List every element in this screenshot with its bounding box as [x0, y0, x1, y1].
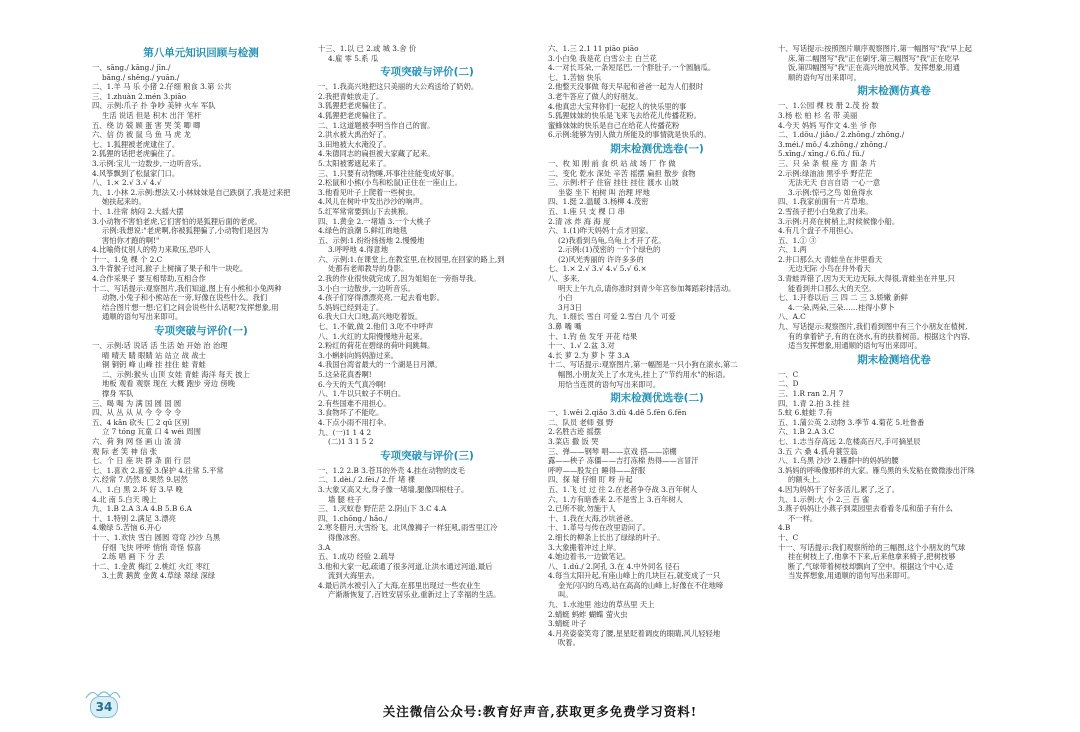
section-heading: 期末检测优选卷(二): [610, 392, 704, 405]
answer-line: 四、1.chōng./ hǎo./: [318, 513, 388, 523]
answer-line: 2.清 冰 炸 海 海 度: [548, 216, 611, 226]
answer-line: 2.示例:绿油油 黑乎乎 野茫茫: [778, 168, 873, 178]
answer-line: 四、探 疑 仔细 盯 呀 升起: [548, 475, 633, 485]
answer-line: 七、个 日 座 块 群 条 面 行 层: [92, 456, 191, 466]
answer-line: 金光闪闪的乌鸡,站在高高的山峰上,好像在不住地啼: [558, 580, 724, 590]
answer-line: 6.今天的天气真冷啊!: [318, 379, 387, 389]
answer-line: 七、1.喜欢 2.喜爱 3.保护 4.往常 5.平常: [92, 465, 224, 475]
answer-line: 幅图,小朋友关上了水龙头,挂上了"节约用水"的标语。: [558, 370, 730, 379]
page-number: 34: [90, 696, 118, 718]
answer-line: 5.蚊 6.蛙蛙 7.有: [778, 408, 833, 418]
answer-line: 三、只 朵 条 根 座 方 面 条 片: [778, 158, 877, 168]
answer-line: 三、1.R ran 2.月 7: [778, 389, 844, 398]
answer-line: 八、1.白 黑 2.坏 好 3.早 晚: [92, 484, 183, 494]
answer-line: 八、多来,: [548, 274, 580, 284]
answer-line: 十、1.特别 2.满足 3.漂亮: [92, 513, 176, 523]
column-2: [318, 44, 536, 684]
answer-line: 一、C: [778, 369, 799, 379]
answer-line: 十、1.往常 纳闷 2.大摇大摆: [92, 206, 184, 216]
answer-line: 3.牛背猴子过河,猴子上树摘了果子和牛一块吃。: [92, 264, 248, 274]
answer-line: 示例:我想说:"老虎啊,你被狐狸骗了,小动物们是因为: [102, 226, 269, 236]
answer-line: 十三、1.以 已 2.或 城 3.舍 价: [318, 44, 417, 53]
answer-line: 观 际 老 笑 神 信 张: [92, 446, 157, 456]
answer-line: 2.松鼠和小熊(小鸟和松鼠)正住在一座山上。: [318, 178, 462, 188]
answer-line: 十、1.革号与传在改里语问了。: [548, 523, 650, 533]
answer-line: 七、1.狐狸被老虎逮住了。: [92, 139, 180, 149]
answer-line: 3.老牛答应了做人的好朋友。: [548, 91, 643, 101]
column-3: [548, 44, 766, 684]
answer-line: 3.小白一边散步,一边听音乐。: [318, 283, 415, 293]
answer-line: 二、1.dǒu./ jiǎo./ 2.zhōng./ zhǒng./: [778, 130, 905, 140]
answer-line: 通顺的语句写出来即可。: [102, 312, 183, 322]
answer-line: 4.一对长耳朵,一条短尾巴,一个胖肚子,一个圆脑瓜。: [548, 63, 716, 73]
answer-line: 九、1.B 2.A 3.A 4.B 5.B 6.A: [92, 504, 192, 514]
answer-line: 不一样。: [788, 513, 818, 523]
answer-line: 4.北 南 5.白天 晚上: [92, 494, 157, 504]
answer-line: 一、1.我高兴地把这只美丽的大公鸡送给了奶奶。: [318, 82, 479, 92]
answer-line: 二、队员 老师 强 野: [548, 417, 614, 427]
answer-line: 动物,小兔子和小熊站在一旁,好像在说些什么。我们: [102, 293, 268, 303]
answer-line: 3.A: [318, 542, 331, 552]
answer-line: 一、1.2 2.B 3.苍耳的外壳 4.挂在动物的皮毛: [318, 465, 465, 475]
answer-line: 露——秧子 冻僵——吉打冻棉 热得——言冒汗: [548, 456, 699, 466]
answer-line: 2.有些国难不用担心。: [318, 398, 391, 408]
answer-line: 四、从 丛 从 从 今 令 令 令: [92, 408, 182, 418]
answer-line: 3.狐狸把老虎骗住了。: [318, 101, 391, 111]
answer-line: 3.小白兔 我是花 白雪公主 白兰花: [548, 53, 657, 63]
answer-line: 有的拿着铲子,有的在浇水,有的扶着树苗。根据这个内容,: [788, 331, 971, 341]
answer-line: 一、枚 知 刚 前 食 织 站 战 场 厂 作 做: [548, 158, 676, 168]
answer-line: 四、示例:爪子 扑 争吵 美钟 火车 军队: [92, 101, 216, 111]
answer-line: 挂在树枝上了,他拿不下来,后来他拿来椅子,把树枝够: [788, 552, 956, 562]
answer-line: 处都有老师教导的身影。: [328, 264, 409, 274]
answer-line: 4.风筝飘到了松鼠家门口。: [92, 168, 180, 178]
answer-line: 4.狐狸把老虎骗住了。: [318, 110, 391, 120]
answer-line: 2.狐狸的话把老虎骗住了。: [92, 149, 180, 159]
answer-line: 七、1.苦恼 快乐: [548, 72, 602, 82]
answer-line: 3.示例:宝儿一边数步,一边听音乐。: [92, 158, 206, 168]
answer-line: 3.小蝌蚪向妈妈游过来。: [318, 350, 398, 360]
answer-line: 3.菜店 撒 饭 哭: [548, 436, 599, 446]
answer-line: 十一、写话提示:我们观察所给的三幅图,这个小朋友的气球: [778, 542, 966, 552]
answer-line: 坐姿 坐下 柏树 叫 治理 坪地: [558, 187, 650, 197]
answer-line: 一、1.wěi 2.qiǎo 3.dǔ 4.dē 5.fēn 6.fēn: [548, 408, 687, 418]
answer-line: 六、1.(1)昨天妈妈十点才回家。: [548, 226, 653, 236]
answer-line: 四、1.黄金 2.一堵墙 3.一个大桃子: [318, 216, 432, 226]
answer-line: 3.示例:惊弓之鸟 如鱼得水: [788, 187, 873, 197]
answer-line: 六、示例:1.在课堂上,在教室里,在校园里,在回家的路上,到: [318, 254, 505, 264]
answer-line: 五、1.成功 经验 2.疏导: [318, 552, 395, 562]
answer-line: 4.她边着书,一边做笔记。: [548, 552, 631, 562]
answer-line: 七、1.志当存高远 2.危楼高百尺,手可摘星辰: [778, 436, 921, 446]
answer-line: 四、1.青 2.拍 3.挂 挂: [778, 398, 850, 408]
answer-line: 4.嫩绿 5.苦恼 6.开心: [92, 523, 162, 533]
answer-line: 十一、1.兔 棵 个 2.C: [92, 254, 163, 264]
answer-line: 铜 铜钥 峰 山峰 挂 挂住 蛙 青蛙: [102, 360, 206, 370]
answer-line: 2.他整天没事做 每天早起和爸爸一起为人们报时: [548, 82, 704, 92]
answer-line: 仔细 飞快 呼呼 悄悄 奇怪 惊喜: [102, 542, 202, 552]
answer-line: 蜜蜂妹妹的快乐是自己在给花人传播花粉: [548, 120, 680, 130]
answer-line: 适当发挥想象,用通顺的语句写出来即可。: [788, 341, 922, 351]
answer-line: 5.太阳被雾遮起来了。: [318, 158, 391, 168]
answer-line: 3.大象又高又大,身子像一堵墙,腿像四根柱子。: [318, 484, 469, 494]
answer-line: 3.土黄 鹅黄 金黄 4.草绿 翠绿 深绿: [102, 571, 216, 581]
answer-line: 2.细长的柳条上长出了绿绿的叶子。: [548, 532, 665, 542]
answer-line: 2.已所不欲,勿施于人: [548, 504, 616, 514]
section-heading: 期末检测优选卷(一): [610, 142, 704, 155]
answer-line: 她扶起来的。: [102, 197, 146, 207]
answer-line: 6.我大口大口地,高兴地吃着饭。: [318, 312, 423, 322]
answer-line: 四、1.我家前面有一片草地。: [778, 197, 873, 207]
answer-line: 撑身 军队: [102, 389, 134, 398]
answer-line: 五、1.① ③: [778, 235, 817, 245]
answer-line: 3.食物坏了不能吃。: [318, 408, 384, 418]
answer-line: 十二、写话提示:观察图片,第一幅图是一只小狗在滚水,第二: [548, 360, 738, 370]
answer-line: 4.一朵,两朵,三朵……桂得小萝卜: [788, 302, 895, 312]
answer-line: 十二、1.金黄 梅红 2.桃红 火红 枣红: [92, 561, 211, 571]
answer-line: 二、D: [778, 379, 799, 389]
answer-line: 3.示例:月亮在树梢上,时候候像小船。: [778, 216, 900, 226]
answer-line: 二、示例:猴头 山顶 女娃 青蛙 海洋 每天 披上: [102, 369, 250, 379]
answer-line: 4.绿色的浪潮 5.鲜红的地毯: [318, 226, 408, 236]
answer-key-page: [92, 44, 1012, 684]
answer-line: 3.妈妈的呼唤像那样的大家。雁鸟黑的头发粘在微微渗出汗珠: [778, 465, 975, 475]
answer-line: 2.名胜古迹 摇摆: [548, 427, 602, 437]
answer-line: 五、绕 访 兢 顾 蛋 害 哭 笑 唧 唧: [92, 120, 201, 130]
answer-line: 九、1.细长 雪白 可爱 2.雪白 几个 可爱: [548, 312, 676, 322]
answer-line: 2.寒冬腊月,大雪纷飞。北风像狮子一样狂吼,雨雪里江冷: [318, 523, 498, 533]
section-heading: 期末检测仿真卷: [857, 85, 931, 98]
answer-line: 叫。: [558, 590, 573, 600]
answer-line: 一、sāng./ kāng./ jīn./: [92, 63, 171, 72]
answer-line: 4.因为妈妈干了好多活儿,累了,乏了。: [778, 484, 900, 494]
answer-line: 九、1.示例:大 小 2.三 百 雀: [778, 494, 870, 504]
answer-line: 2.粉红的荷花在碧绿的荷叶间跳舞。: [318, 341, 435, 351]
answer-line: 3.青蛙弄错了,因为天无边无际,大得很,青蛙坐在井里,只: [778, 274, 955, 284]
answer-line: 三、1.zhuàn 2.mén 3.piāo: [92, 91, 187, 101]
answer-line: 3.蜻蜓 叶子: [548, 619, 587, 629]
answer-line: 九、写话提示:观察图片,我们看到图中有三个小朋友在植树,: [778, 322, 968, 332]
answer-line: 产渐渐恢复了,百姓安居乐业,重新过上了幸福的生活。: [328, 590, 501, 600]
answer-line: 得像冰窖。: [328, 532, 365, 542]
answer-line: 六.经常 7.仍然 8.果然 9.居然: [92, 475, 188, 485]
answer-line: 4.长 萝 2.为 萝卜 芽 3.A: [548, 350, 630, 360]
answer-line: 2.我的作业很快就完成了,因为姐姐在一旁指导我。: [318, 274, 481, 284]
answer-line: 明天上午九点,请你准时到青少年宫参加舞蹈彩排活动。: [558, 283, 736, 293]
answer-line: 十二、写话提示:观察图片,我们知道,图上有小熊和小兔两种: [92, 283, 282, 293]
answer-line: 4.比喻倚仗别人的势力来欺压,恐吓人: [92, 245, 211, 255]
answer-line: 九、(一)1 1 4 2: [318, 427, 372, 437]
answer-line: 十、C: [778, 532, 799, 542]
answer-line: 3.鼻 嘴 嘴: [548, 322, 582, 332]
section-heading: 第八单元知识回顾与检测: [143, 47, 259, 59]
answer-line: 十、1.钓 鱼 发牙 开花 结果: [548, 331, 638, 341]
answer-line: 4.最后洪水被引入了大海,在那里出现过一些农业生: [318, 580, 481, 590]
answer-line: 三、弹——钢琴 唱——京戏 搭——凉棚: [548, 446, 677, 456]
answer-line: 八、1.dú./ 2.阿孔 3.在 4.中外同名 径石: [548, 561, 680, 571]
answer-line: 结合图片想一想:它们之间会说些什么话呢?发挥想象,用: [102, 302, 279, 312]
answer-line: bāng./ shēng./ yuān./: [102, 72, 180, 82]
answer-line: 六、1.两: [778, 245, 807, 255]
answer-line: 七、1.× 2.√ 3.√ 4.√ 5.√ 6.×: [548, 264, 647, 274]
answer-line: 一、1.公园 棵 枝 册 2.茂 扮 数: [778, 101, 879, 111]
section-heading: 专项突破与评价(一): [154, 325, 248, 338]
answer-line: 五、示例:1.纷纷扬扬地 2.慢慢地: [318, 235, 425, 245]
answer-line: 3.他和大家一起,疏通了很多河道,让洪水通过河道,最后: [318, 561, 493, 571]
answer-line: 五、1.飞 过 过 往 2.在老者争夺战 3.百年树人: [548, 484, 698, 494]
answer-line: 十一、1.√ 2.盆 3.对: [548, 341, 615, 351]
answer-line: 六、荷 狗 网 怪 画 山 渣 清: [92, 436, 182, 446]
answer-line: 八、1.乌黑 沙沙 2.雁群中的妈妈的腰: [778, 456, 899, 466]
answer-line: 五、1.座 只 支 棵 口 串: [548, 206, 625, 216]
answer-line: 六、1.方有暗香来 2.不是雪上 3.百年树人: [548, 494, 683, 504]
answer-line: 的额头上。: [788, 475, 825, 485]
section-heading: 专项突破与评价(三): [380, 449, 474, 462]
answer-line: 2.井口那么大 青蛙坐在井里看天: [778, 254, 883, 264]
answer-line: 三、1.灭蚁卷 野茫茫 2.阴山下 3.C 4.A: [318, 504, 447, 514]
answer-line: 4.有几个盘子不用担心。: [778, 226, 858, 236]
answer-line: 八、A.C: [778, 312, 806, 322]
answer-line: 3.燕子妈妈让小燕子到菜园里去看看冬瓜和茄子有什么: [778, 504, 953, 514]
answer-line: 八、1.× 2.√ 3.√ 4.√: [92, 178, 162, 188]
answer-line: 3.méi./ mǒ./ 4.zhōng./ zhǒng./: [778, 139, 888, 149]
answer-line: 4.他真忠大宝拜你们一起挖人的快乐里的事: [548, 101, 687, 111]
answer-line: 用恰当连贯的语句写出来即可。: [558, 379, 661, 389]
answer-line: 3.他看见叶子上爬着一些树虫。: [318, 187, 420, 197]
section-heading: 专项突破与评价(二): [380, 66, 474, 79]
answer-line: 3.小动物不害怕老虎,它们害怕的是狐狸后面的老虎。: [92, 216, 262, 226]
answer-line: 流到大海里去。: [328, 571, 380, 581]
footer-notice: 关注微信公众号:教育好声音,获取更多免费学习资料!: [382, 704, 698, 719]
answer-line: 七、1.开春以后 三 四 二 三 3.娇嫩 新鲜: [778, 293, 908, 303]
answer-line: 4.雇 零 5.系 瓜: [328, 53, 379, 63]
answer-line: 2.练 唱 画 下 分 丢: [102, 552, 165, 562]
answer-line: 九、1.小林 2.示例:想法又:小林妹妹是自己跌倒了,我是过来把: [92, 187, 291, 197]
answer-line: 床,第二幅图写"我"正在刷牙,第三幅图写"我"正在吃早: [788, 53, 960, 63]
answer-line: 小白: [558, 293, 573, 303]
answer-line: 生活 说话 但是 积木 出汗 笔杆: [102, 110, 202, 120]
answer-line: 三、1.只要有动物睡,环事往往能变成好事。: [318, 168, 459, 178]
answer-line: 2.我把青蛙放走了。: [318, 91, 384, 101]
answer-line: 九、1.水池里 池边的草丛里 天上: [548, 600, 655, 610]
answer-line: 六、信 仿 被 鼠 乌 鱼 马 虎 龙: [92, 130, 191, 140]
answer-line: 四、1.挺 2.温暖 3.杨柳 4.茂密: [548, 197, 649, 207]
answer-line: 4.风儿在树叶中发出沙沙的响声。: [318, 197, 428, 207]
answer-line: 2.示例:(1)茂密的 一个个绿色的: [558, 245, 661, 255]
answer-line: 2.蜻蜓 蚂蚱 蝴蝶 萤火虫: [548, 609, 628, 619]
answer-line: 4.今天 妈妈 写作文 4.坐 爷 你: [778, 120, 877, 130]
answer-line: 一、示例:话 说话 活 生活 始 开始 治 治理: [92, 341, 228, 351]
answer-line: 4.每当太阳升起,有座山峰上的几块巨石,就变成了一只: [548, 571, 721, 581]
answer-line: 三、示例:杆子 住宿 挂往 挂住 渡水 山坡: [548, 178, 679, 188]
answer-line: 吹着。: [558, 638, 580, 648]
answer-line: 5.狐狸妹妹的快乐是飞来飞去给花儿传播花粉。: [548, 111, 701, 121]
answer-line: 5.红军常常要到山下去挑粮。: [318, 206, 413, 216]
answer-line: 五、1.蒲公英 2.动物 3.季节 4.菊花 5.吐鲁番: [778, 417, 925, 427]
answer-line: 十一、1.欢快 雪白 圆圆 弯弯 沙沙 乌黑: [92, 532, 221, 542]
answer-line: 能看到井口那么大的天空。: [788, 283, 876, 293]
answer-line: 5.xǐng./ xīng./ 6.fǔ./ fū./: [778, 149, 865, 159]
section-heading: 期末检测培优卷: [857, 353, 931, 366]
answer-line: 5.妈妈已经到走了。: [318, 302, 384, 312]
answer-line: 4.合作采果子 要互相帮助,互相合作: [92, 274, 206, 284]
answer-line: (2)我看到乌龟,乌龟上才开了花。: [558, 235, 666, 245]
answer-line: 无法无天 自言自语 一心一意: [788, 178, 881, 188]
answer-line: (2)风光秀丽的 许许多多的: [558, 254, 644, 264]
answer-line: 5.这朵花真香啊!: [318, 370, 372, 379]
answer-line: 4.月亮姿姿笑弯了腰,星星眨着调皮的眼睛,风儿轻轻地: [548, 628, 721, 638]
answer-line: 无边无际 小鸟在井外看天: [788, 264, 871, 274]
answer-line: 害怕你才跑的啊!": [102, 235, 160, 245]
answer-line: 十、写话提示:按照图片顺序观察图片,第一幅图写"我"早上起: [778, 44, 972, 53]
answer-line: 饭,第四幅图写"我"正在高兴地放风筝。发挥想象,用通: [788, 63, 960, 73]
answer-line: 断了,气球带着树枝却飘向了空中。根据这个中心,适: [788, 561, 954, 571]
answer-line: 三、喝 喝 为 满 国 圆 国 圆: [92, 398, 182, 408]
answer-line: 二、变化 乾水 深处 辛苦 摇摆 扁担 散步 食物: [548, 168, 696, 178]
answer-line: 八、1.火红的太阳慢慢地升起来。: [318, 331, 428, 341]
answer-line: (二)1 3 1 5 2: [328, 437, 374, 447]
answer-line: 当发挥想象,用通顺的语句写出来即可。: [788, 571, 915, 581]
answer-line: 6.示例:能够为别人做力所能及的事情就是快乐的。: [548, 130, 711, 140]
answer-line: 二、1.这道题被李明当作自己的窗。: [318, 120, 435, 130]
answer-line: 墙 腿 柱子: [328, 494, 362, 504]
answer-line: 二、1.羊 马 乐 小猪 2.仔细 粮食 3.第 公共: [92, 82, 232, 92]
column-4: [778, 44, 1010, 684]
answer-line: 2.洪水被大禹治好了。: [318, 130, 391, 140]
answer-line: 2.雪孩子把小白兔救了出来。: [778, 206, 873, 216]
answer-line: 八、1.牛以只蚊子不明白。: [318, 389, 406, 399]
answer-line: 七、1.不做,做 2.他们 3.吃不中呼声: [318, 322, 434, 332]
answer-line: 五、4 kǎn 砍头 匚 2 qū 区别: [92, 417, 190, 427]
answer-line: 3.田地被大水淹没了。: [318, 139, 391, 149]
answer-line: 晴 晴天 睛 眼睛 站 站立 战 战士: [102, 350, 206, 360]
answer-line: 3.大象搬着冲过上岸。: [548, 542, 621, 552]
column-1: [92, 44, 310, 684]
answer-line: 六、1.B 2.A 3.C: [778, 427, 835, 437]
answer-line: 地板 观看 观察 现在 大概 跑步 旁边 傍晚: [102, 379, 235, 389]
answer-line: 4.B: [778, 523, 791, 533]
answer-line: 立 7 tóng 瓦童 口 4 wéi 周围: [102, 427, 201, 437]
answer-line: 顺的语句写出来即可。: [788, 72, 861, 82]
answer-line: 3.杨 松 柏 杉 名 带 美丽: [778, 110, 858, 120]
answer-line: 六、1.三 2.1 11 piāo piāo: [548, 44, 639, 53]
answer-line: 呼哼——股发白 睡得——舒服: [548, 465, 646, 475]
answer-line: 十、1.我在大海,沙坑爸爸。: [548, 513, 638, 523]
answer-line: 4.朱德同志的扁担被大家藏了起来。: [318, 149, 435, 159]
answer-line: 4.下点小雨不用打伞。: [318, 417, 391, 427]
answer-line: 3.五 六 桑 4.孤舟蓑笠翁: [778, 446, 858, 456]
answer-line: 4.我国台湾省最大的一个湖是日月潭。: [318, 360, 442, 370]
answer-line: 4.孩子们穿得漂漂亮亮,一起去看电影。: [318, 293, 445, 303]
answer-line: 二、1.dèi./ 2.fèi./ 2.仟 堵 裸: [318, 475, 415, 485]
answer-line: 3.呼呼地 4.得意地: [328, 245, 389, 255]
answer-line: 3月3日: [558, 302, 582, 312]
